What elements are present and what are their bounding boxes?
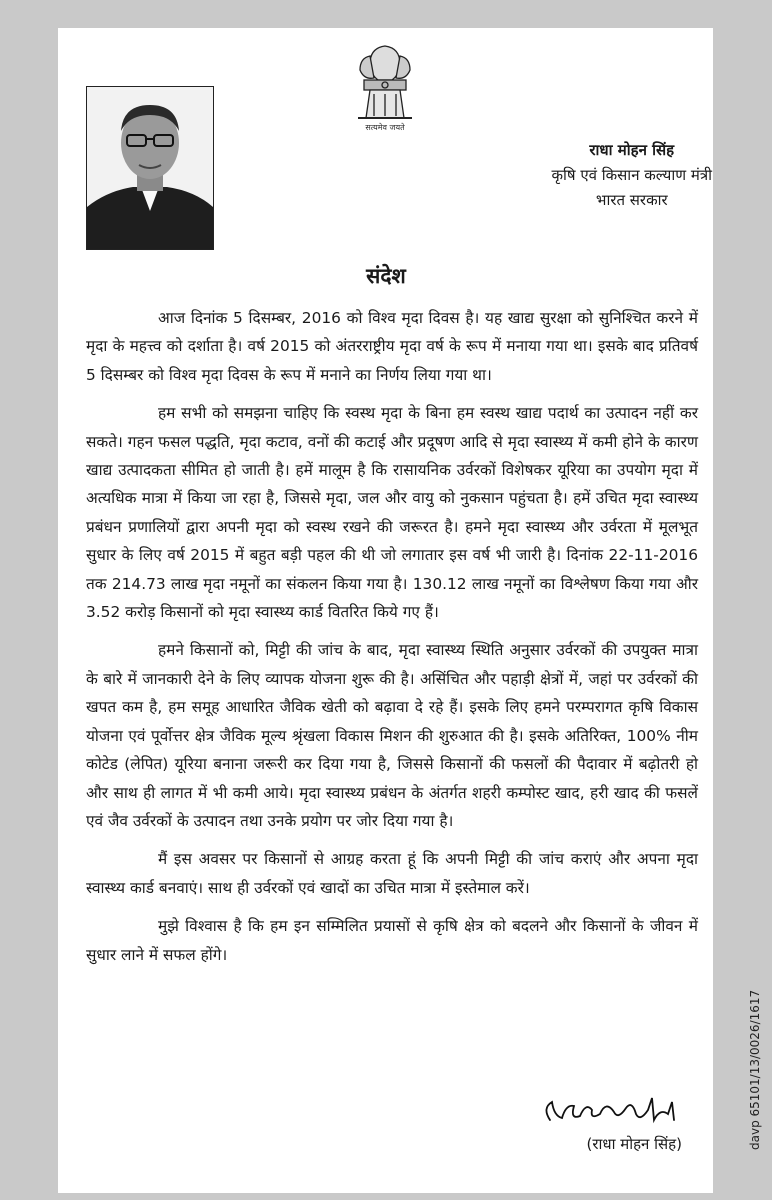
- sender-designation: कृषि एवं किसान कल्याण मंत्री: [551, 166, 712, 184]
- message-paragraph: मैं इस अवसर पर किसानों से आग्रह करता हूं कि अपनी मिट्टी की जांच कराएं और अपना मृदा स्वास्थ्य कार्ड बनवाएं। साथ ही उर्वरकों एवं खादों का उचित मात्रा में इस्तेमाल करें।: [86, 850, 698, 897]
- message-title: संदेश: [366, 264, 406, 288]
- emblem-motto: सत्यमेव जयते: [365, 123, 405, 132]
- handwritten-signature: [540, 1090, 700, 1132]
- message-paragraph: हम सभी को समझना चाहिए कि स्वस्थ मृदा के बिना हम स्वस्थ खाद्य पदार्थ का उत्पादन नहीं कर सकते। गहन फसल पद्धति, मृदा कटाव, वनों की कटाई और प्रदूषण आदि से मृदा स्वास्थ्य में कमी होने के कारण खाद्य उत्पादकता सीमित हो जाती है। हमें मालूम है कि रासायनिक उर्वरकों विशेषकर यूरिया का उपयोग मृदा में अत्यधिक मात्रा में किया जा रहा है, जिससे मृदा, जल और वायु को नुकसान पहुंचता है। हमें उचित मृदा स्वास्थ्य प्रबंधन प्रणालियों द्वारा अपनी मृदा को स्वस्थ रखने की जरूरत है। हमने मृदा स्वास्थ्य और उर्वरता में मूलभूत सुधार के लिए वर्ष 2015 में बहुत बड़ी पहल की थी जो लगातार इस वर्ष भी जारी है। दिनांक 22-11-2016 तक 214.73 लाख मृदा नमूनों का संकलन किया गया है। 130.12 लाख नमूनों का विश्लेषण किया गया और 3.52 करोड़ किसानों को मृदा स्वास्थ्य कार्ड वितरित किये गए हैं।: [86, 404, 698, 622]
- message-paragraph: मुझे विश्वास है कि हम इन सम्मिलित प्रयासों से कृषि क्षेत्र को बदलने और किसानों के जीवन में सुधार लाने में सफल होंगे।: [86, 917, 698, 964]
- release-code: davp 65101/13/0026/1617: [748, 989, 762, 1150]
- sender-name: राधा मोहन सिंह: [589, 141, 675, 159]
- sender-block: [552, 138, 712, 213]
- minister-portrait: [86, 86, 214, 250]
- message-body: [86, 304, 698, 979]
- signature-caption: (राधा मोहन सिंह): [586, 1135, 682, 1153]
- message-paragraph: आज दिनांक 5 दिसम्बर, 2016 को विश्व मृदा दिवस है। यह खाद्य सुरक्षा को सुनिश्चित करने में मृदा के महत्त्व को दर्शाता है। वर्ष 2015 को अंतरराष्ट्रीय मृदा वर्ष के रूप में मनाया गया था। इसके बाद प्रतिवर्ष 5 दिसम्बर को विश्व मृदा दिवस के रूप में मनाने का निर्णय लिया गया था।: [86, 309, 698, 384]
- message-paragraph: हमने किसानों को, मिट्टी की जांच के बाद, मृदा स्वास्थ्य स्थिति अनुसार उर्वरकों की उपयुक्त मात्रा के बारे में जानकारी देने के लिए व्यापक योजना शुरू की है। असिंचित और पहाड़ी क्षेत्रों में, जहां पर उर्वरकों की खपत कम है, हम समूह आधारित जैविक खेती को बढ़ावा दे रहे हैं। इसके लिए हमने परम्परागत कृषि विकास योजना एवं पूर्वोत्तर क्षेत्र जैविक मूल्य श्रृंखला विकास मिशन की शुरुआत की है। इसके अतिरिक्त, 100% नीम कोटेड (लेपित) यूरिया बनाना जरूरी कर दिया गया है, जिससे किसानों की फसलों की पैदावार में बढ़ोतरी हो और साथ ही लागत में भी कमी आये। मृदा स्वास्थ्य प्रबंधन के अंतर्गत शहरी कम्पोस्ट खाद, हरी खाद की फसलें एवं जैव उर्वरकों के उत्पादन तथा उनके प्रयोग पर जोर दिया गया है।: [86, 641, 698, 830]
- sender-organization: भारत सरकार: [595, 191, 668, 209]
- national-emblem-icon: [330, 34, 440, 134]
